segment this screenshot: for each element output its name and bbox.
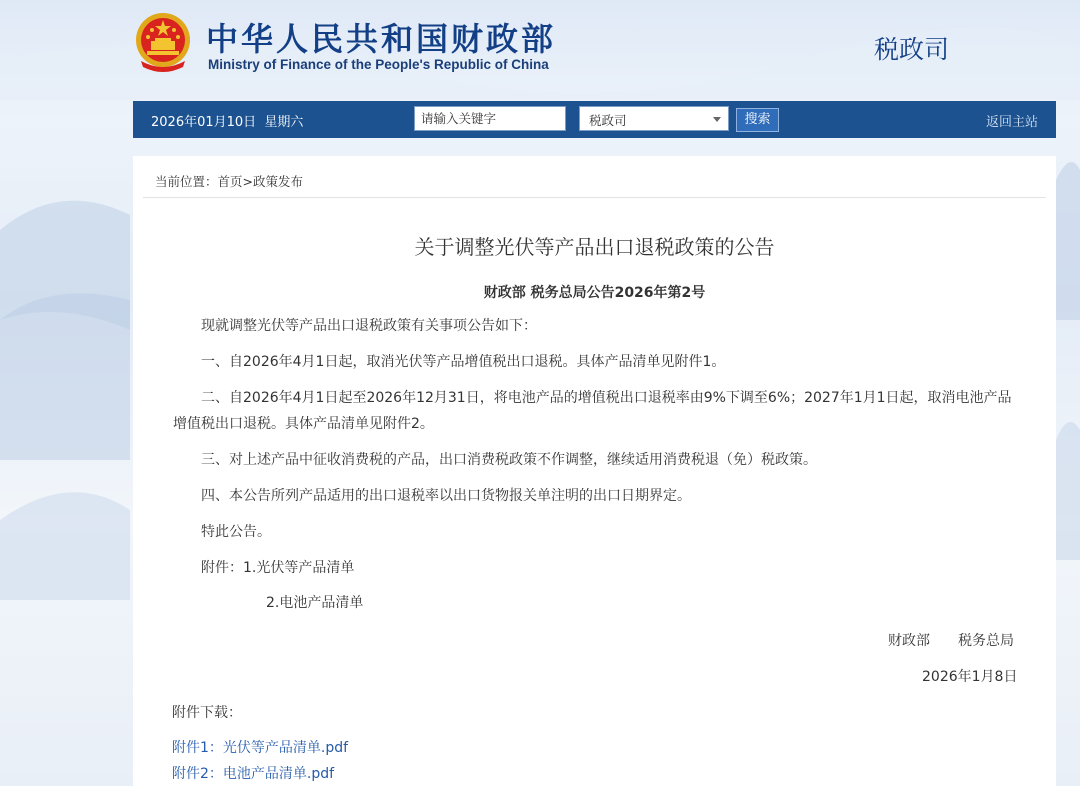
department-select-value: 税政司 [589,113,627,128]
signature-date: 2026年1月8日 [922,669,1018,685]
article-closing: 特此公告。 [201,524,271,540]
divider [143,197,1046,198]
attachments-line-1: 附件：1.光伏等产品清单 [201,560,355,576]
downloads-label: 附件下载： [172,705,242,721]
article-item-2: 二、自2026年4月1日起至2026年12月31日，将电池产品的增值税出口退税率由9%下调至6%；2027年1月1日起，取消电池产品增值税出口退税。具体产品清单见附件2。 [173,390,1012,432]
site-header [0,0,1080,100]
article-title: 关于调整光伏等产品出口退税政策的公告 [414,235,775,259]
article-item-3: 三、对上述产品中征收消费税的产品，出口消费税政策不作调整，继续适用消费税退（免）税政策。 [201,452,817,468]
article-item-4: 四、本公告所列产品适用的出口退税率以出口货物报关单注明的出口日期界定。 [201,488,691,504]
return-home-link[interactable]: 返回主站 [985,115,1038,130]
article-item-1: 一、自2026年4月1日起，取消光伏等产品增值税出口退税。具体产品清单见附件1。 [201,354,726,370]
article-panel [133,156,1056,786]
department-select[interactable] [579,106,729,131]
document-number: 财政部 税务总局公告2026年第2号 [483,285,706,301]
national-emblem-icon [133,11,193,73]
signature-org-1: 财政部 [888,633,930,649]
top-navbar [133,101,1056,138]
site-title-chinese: 中华人民共和国财政部 [206,20,557,58]
attachments-line-2: 2.电池产品清单 [266,595,364,611]
department-name: 税政司 [874,35,950,64]
chevron-down-icon [713,117,721,122]
attachment-link-1[interactable]: 附件1：光伏等产品清单.pdf [172,740,349,756]
attachment-link-2[interactable]: 附件2：电池产品清单.pdf [172,766,335,782]
article-intro: 现就调整光伏等产品出口退税政策有关事项公告如下： [201,318,537,334]
search-input[interactable] [414,106,566,131]
breadcrumb: 当前位置：首页>政策发布 [155,174,303,189]
current-date: 2026年01月10日 星期六 [151,115,304,130]
site-title-english: Ministry of Finance of the People's Republic of China [208,57,549,72]
signature-org-2: 税务总局 [958,633,1014,649]
search-button[interactable]: 搜索 [736,108,779,132]
